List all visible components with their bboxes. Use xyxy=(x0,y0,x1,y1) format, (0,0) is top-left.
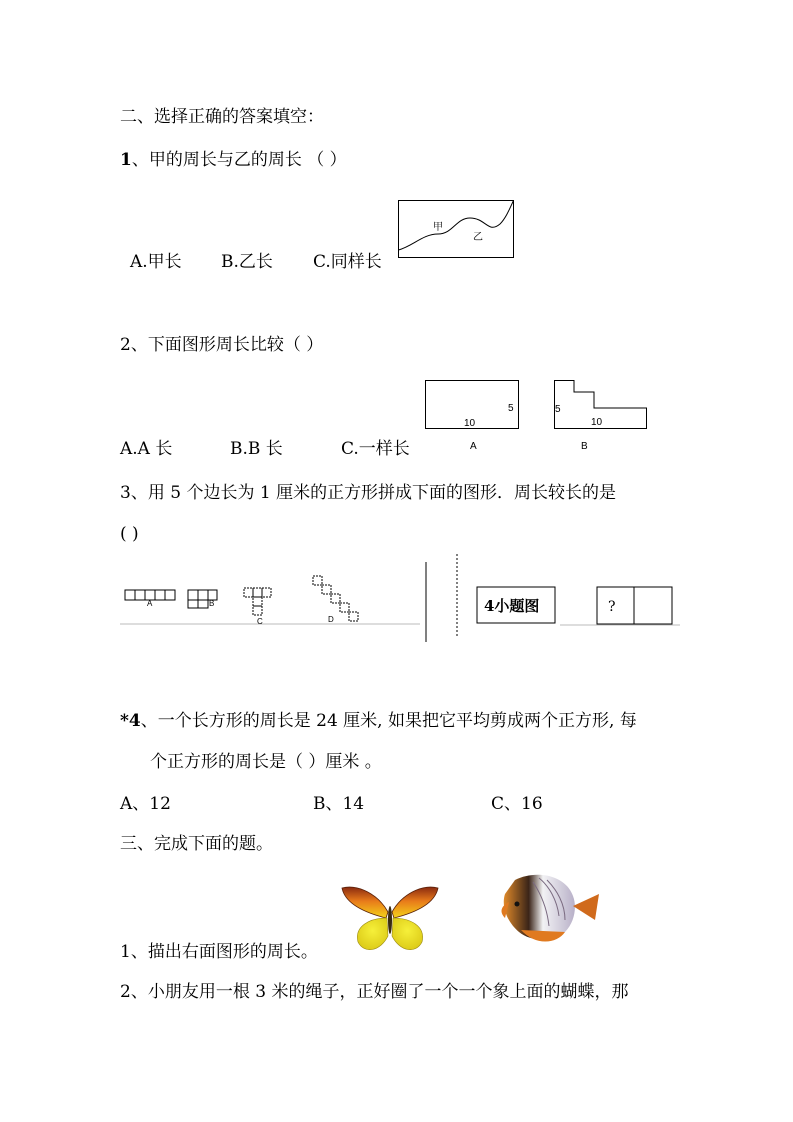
section3-heading: 三、完成下面的题。 xyxy=(120,834,273,854)
q1-option-c: C.同样长 xyxy=(313,252,382,272)
q3-line1: 3、用 5 个边长为 1 厘米的正方形拼成下面的图形．周长较长的是 xyxy=(120,483,617,503)
q3-line2: ( ) xyxy=(120,524,139,544)
section3-q2: 2、小朋友用一根 3 米的绳子，正好圈了一个一个象上面的蝴蝶，那 xyxy=(120,982,629,1002)
q1-number: 1 xyxy=(120,150,132,170)
butterfly-image xyxy=(340,884,440,954)
q4-number: *4 xyxy=(120,711,141,731)
q2-shape-b-height: 5 xyxy=(555,404,561,415)
q2-option-c: C.一样长 xyxy=(341,439,410,459)
q4-option-c: C、16 xyxy=(491,794,543,814)
q3-shape-c xyxy=(244,588,271,615)
q1-option-b: B.乙长 xyxy=(221,252,273,272)
q2-shape-a-label: A xyxy=(470,441,477,452)
fish-image xyxy=(495,872,600,942)
q2-shape-a-height: 5 xyxy=(508,403,514,414)
q3-label-b: B xyxy=(209,599,215,608)
q3-label-c: C xyxy=(257,617,263,626)
q2-shape-b-width: 10 xyxy=(591,417,603,428)
q3-label-a: A xyxy=(147,599,153,608)
q2-option-b: B.B 长 xyxy=(230,439,283,459)
q1-option-a: A.甲长 xyxy=(130,252,182,272)
q4-option-b: B、14 xyxy=(313,794,365,814)
q2-text: 2、下面图形周长比较（ ） xyxy=(120,335,324,355)
q4-option-a: A、12 xyxy=(120,794,171,814)
q1-question: 、甲的周长与乙的周长 （ ） xyxy=(131,150,347,170)
q3-figure-strip xyxy=(120,554,680,644)
section2-heading: 二、选择正确的答案填空： xyxy=(120,107,324,127)
q4-figure-caption: 4小题图 xyxy=(484,597,540,615)
q4-line2: 个正方形的周长是（ ）厘米 。 xyxy=(150,752,382,772)
q3-label-d: D xyxy=(328,615,334,624)
section3-q1: 1、描出右面图形的周长。 xyxy=(120,942,318,962)
q2-option-a: A.A 长 xyxy=(120,439,173,459)
q4-line1 xyxy=(120,713,637,730)
q1-label-yi: 乙 xyxy=(473,232,483,243)
q1-rectangle-figure xyxy=(398,200,514,258)
q1-text xyxy=(120,152,347,169)
q1-label-jia: 甲 xyxy=(433,222,443,233)
q2-shape-b-label: B xyxy=(581,441,588,452)
q3-shape-d xyxy=(313,576,358,621)
question-mark: ? xyxy=(608,599,616,615)
q4-text-line1: 、一个长方形的周长是 24 厘米, 如果把它平均剪成两个正方形, 每 xyxy=(140,711,637,731)
q2-shape-a-width: 10 xyxy=(464,418,476,429)
